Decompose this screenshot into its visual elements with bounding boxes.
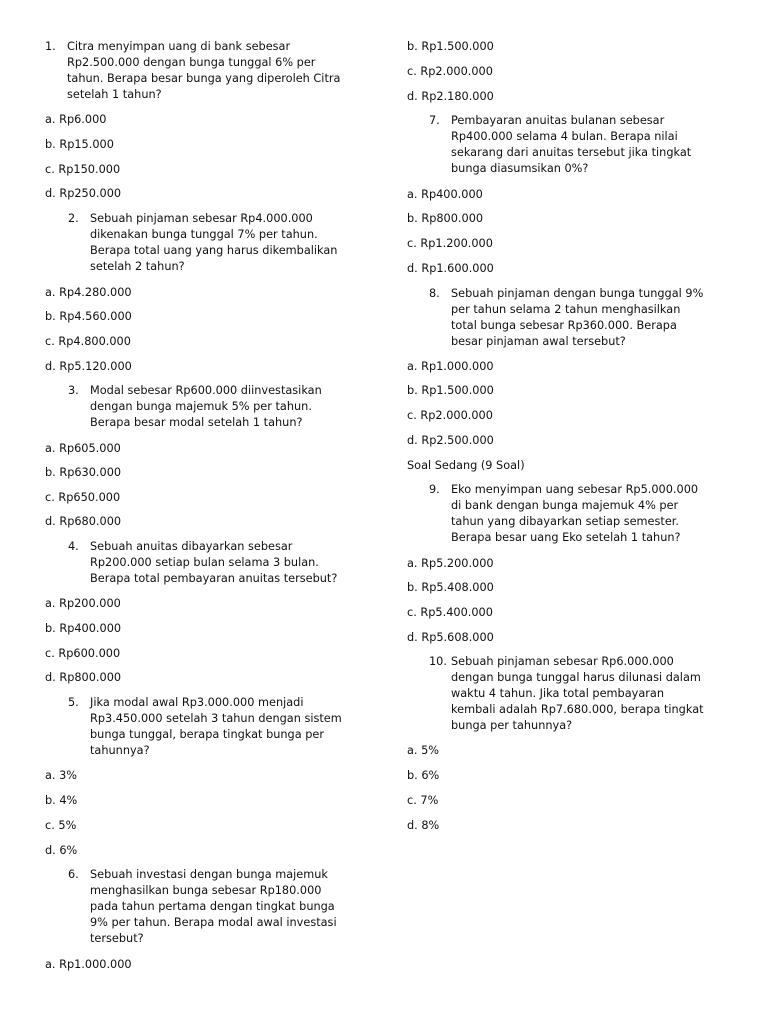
option: a. Rp6.000 <box>45 113 107 126</box>
option: b. Rp15.000 <box>45 138 114 151</box>
option: a. Rp1.000.000 <box>45 958 132 971</box>
option: d. Rp800.000 <box>45 671 122 684</box>
question-line: Berapa besar uang Eko setelah 1 tahun? <box>451 531 681 544</box>
option: b. Rp1.500.000 <box>407 384 494 397</box>
question-line: tahun. Berapa besar bunga yang diperoleh Citra <box>67 72 341 85</box>
option: a. Rp5.200.000 <box>407 557 494 570</box>
option: a. Rp1.000.000 <box>407 360 494 373</box>
question-line: tahun yang dibayarkan setiap semester. <box>451 515 679 528</box>
option: c. Rp5.400.000 <box>407 606 493 619</box>
option: c. Rp2.000.000 <box>407 409 493 422</box>
question-line: bunga diasumsikan 0%? <box>451 162 589 175</box>
question-line: tahunnya? <box>90 744 150 757</box>
question-line: pada tahun pertama dengan tingkat bunga <box>90 900 335 913</box>
option: b. Rp630.000 <box>45 466 122 479</box>
option: a. Rp4.280.000 <box>45 286 132 299</box>
question-line: dengan bunga tunggal harus dilunasi dalam <box>451 671 701 684</box>
question-number: 2. <box>68 212 79 225</box>
option: b. Rp400.000 <box>45 622 122 635</box>
option: d. Rp680.000 <box>45 515 122 528</box>
question-number: 1. <box>45 40 56 53</box>
option: b. Rp800.000 <box>407 212 484 225</box>
question-line: Rp3.450.000 setelah 3 tahun dengan sistem <box>90 712 342 725</box>
question-line: Sebuah pinjaman dengan bunga tunggal 9% <box>451 287 704 300</box>
option: d. Rp1.600.000 <box>407 262 494 275</box>
option: c. Rp650.000 <box>45 491 121 504</box>
option: b. Rp4.560.000 <box>45 310 132 323</box>
question-line: Jika modal awal Rp3.000.000 menjadi <box>90 696 304 709</box>
option: a. 5% <box>407 744 440 757</box>
option: a. Rp200.000 <box>45 597 121 610</box>
option: c. Rp1.200.000 <box>407 237 493 250</box>
question-line: menghasilkan bunga sebesar Rp180.000 <box>90 884 322 897</box>
question-line: tersebut? <box>90 932 144 945</box>
option: c. 5% <box>45 819 77 832</box>
question-number: 10. <box>429 655 447 668</box>
question-line: Citra menyimpan uang di bank sebesar <box>67 40 291 53</box>
question-line: Sebuah anuitas dibayarkan sebesar <box>90 540 293 553</box>
question-line: kembali adalah Rp7.680.000, berapa tingkat <box>451 703 704 716</box>
option: c. 7% <box>407 794 439 807</box>
question-number: 6. <box>68 868 79 881</box>
question-number: 3. <box>68 384 79 397</box>
option: d. Rp2.500.000 <box>407 434 494 447</box>
question-line: di bank dengan bunga majemuk 4% per <box>451 499 679 512</box>
question-number: 4. <box>68 540 79 553</box>
question-line: setelah 1 tahun? <box>67 88 162 101</box>
option: b. Rp5.408.000 <box>407 581 494 594</box>
question-line: Rp2.500.000 dengan bunga tunggal 6% per <box>67 56 316 69</box>
option: c. Rp600.000 <box>45 647 121 660</box>
question-line: bunga per tahunnya? <box>451 719 573 732</box>
question-line: Eko menyimpan uang sebesar Rp5.000.000 <box>451 483 699 496</box>
question-line: 9% per tahun. Berapa modal awal investasi <box>90 916 337 929</box>
option: a. 3% <box>45 769 78 782</box>
question-line: Pembayaran anuitas bulanan sebesar <box>451 114 665 127</box>
option: d. Rp2.180.000 <box>407 90 494 103</box>
section-heading: Soal Sedang (9 Soal) <box>407 459 525 472</box>
option: d. Rp5.120.000 <box>45 360 132 373</box>
option: d. Rp250.000 <box>45 187 122 200</box>
option: c. Rp150.000 <box>45 163 121 176</box>
question-line: Sebuah pinjaman sebesar Rp6.000.000 <box>451 655 674 668</box>
question-line: Berapa total uang yang harus dikembalikan <box>90 244 338 257</box>
option: b. 4% <box>45 794 78 807</box>
question-number: 5. <box>68 696 79 709</box>
question-line: Sebuah pinjaman sebesar Rp4.000.000 <box>90 212 313 225</box>
question-line: per tahun selama 2 tahun menghasilkan <box>451 303 681 316</box>
question-number: 8. <box>429 287 440 300</box>
question-line: setelah 2 tahun? <box>90 260 185 273</box>
question-number: 9. <box>429 483 440 496</box>
question-line: dikenakan bunga tunggal 7% per tahun. <box>90 228 318 241</box>
question-line: Sebuah investasi dengan bunga majemuk <box>90 868 328 881</box>
option: d. Rp5.608.000 <box>407 631 494 644</box>
option: c. Rp2.000.000 <box>407 65 493 78</box>
question-line: dengan bunga majemuk 5% per tahun. <box>90 400 312 413</box>
option: c. Rp4.800.000 <box>45 335 131 348</box>
option: a. Rp605.000 <box>45 442 121 455</box>
option: b. Rp1.500.000 <box>407 40 494 53</box>
option: b. 6% <box>407 769 440 782</box>
question-line: sekarang dari anuitas tersebut jika tingkat <box>451 146 692 159</box>
question-line: Berapa total pembayaran anuitas tersebut? <box>90 572 338 585</box>
question-line: Modal sebesar Rp600.000 diinvestasikan <box>90 384 322 397</box>
question-line: waktu 4 tahun. Jika total pembayaran <box>451 687 664 700</box>
question-line: besar pinjaman awal tersebut? <box>451 335 626 348</box>
option: d. 6% <box>45 844 78 857</box>
question-line: Rp200.000 setiap bulan selama 3 bulan. <box>90 556 319 569</box>
question-line: Berapa besar modal setelah 1 tahun? <box>90 416 303 429</box>
question-line: bunga tunggal, berapa tingkat bunga per <box>90 728 325 741</box>
option: a. Rp400.000 <box>407 188 483 201</box>
question-number: 7. <box>429 114 440 127</box>
question-line: Rp400.000 selama 4 bulan. Berapa nilai <box>451 130 678 143</box>
question-line: total bunga sebesar Rp360.000. Berapa <box>451 319 677 332</box>
option: d. 8% <box>407 819 440 832</box>
